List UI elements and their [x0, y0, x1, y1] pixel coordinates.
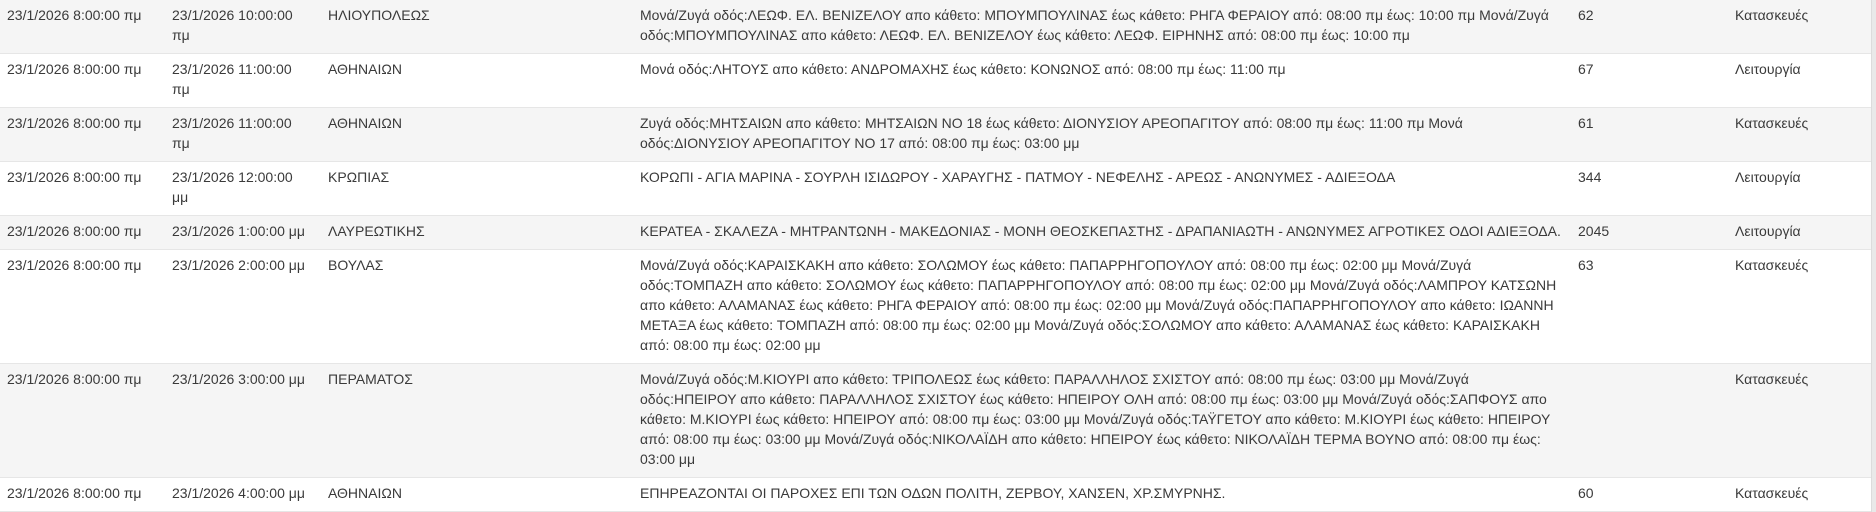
start-time-cell: 23/1/2026 8:00:00 πμ: [0, 478, 164, 512]
description-cell: Μονά/Ζυγά οδός:ΛΕΩΦ. ΕΛ. ΒΕΝΙΖΕΛΟΥ απο κάθετο: ΜΠΟΥΜΠΟΥΛΙΝΑΣ έως κάθετο: ΡΗΓΑ ΦΕΡΑΙΟΥ από: 08:00 πμ έως: 10:00 πμ Μονά/Ζυγά οδός:ΜΠΟΥΜΠΟΥΛΙΝΑΣ απο κάθετο: ΛΕΩΦ. ΕΛ. ΒΕΝΙΖΕΛΟΥ έως κάθετο: ΛΕΩΦ. ΕΙΡΗΝΗΣ από: 08:00 πμ έως: 10:00 πμ: [632, 0, 1570, 54]
table-row[interactable]: [0, 108, 1872, 162]
end-time-cell: 23/1/2026 2:00:00 μμ: [164, 250, 320, 364]
code-cell: [1570, 364, 1727, 478]
start-time-cell: 23/1/2026 8:00:00 πμ: [0, 162, 164, 216]
start-time-cell: 23/1/2026 8:00:00 πμ: [0, 364, 164, 478]
end-time-cell: 23/1/2026 1:00:00 μμ: [164, 216, 320, 250]
area-cell: ΑΘΗΝΑΙΩΝ: [320, 108, 632, 162]
table-row[interactable]: [0, 364, 1872, 478]
description-cell: Ζυγά οδός:ΜΗΤΣΑΙΩΝ απο κάθετο: ΜΗΤΣΑΙΩΝ ΝΟ 18 έως κάθετο: ΔΙΟΝΥΣΙΟΥ ΑΡΕΟΠΑΓΙΤΟΥ από: 08:00 πμ έως: 11:00 πμ Μονά οδός:ΔΙΟΝΥΣΙΟΥ ΑΡΕΟΠΑΓΙΤΟΥ ΝΟ 17 από: 08:00 πμ έως: 03:00 μμ: [632, 108, 1570, 162]
area-cell: ΑΘΗΝΑΙΩΝ: [320, 54, 632, 108]
table-row[interactable]: [0, 478, 1872, 512]
scrollbar-track[interactable]: [1871, 0, 1876, 512]
area-cell: ΠΕΡΑΜΑΤΟΣ: [320, 364, 632, 478]
code-cell: 67: [1570, 54, 1727, 108]
code-cell: 61: [1570, 108, 1727, 162]
code-cell: 63: [1570, 250, 1727, 364]
end-time-cell: 23/1/2026 11:00:00 πμ: [164, 108, 320, 162]
type-cell: Λειτουργία: [1727, 216, 1872, 250]
code-cell: 60: [1570, 478, 1727, 512]
table-row[interactable]: [0, 216, 1872, 250]
description-cell: Μονά/Ζυγά οδός:ΚΑΡΑΙΣΚΑΚΗ απο κάθετο: ΣΟΛΩΜΟΥ έως κάθετο: ΠΑΠΑΡΡΗΓΟΠΟΥΛΟΥ από: 08:00 πμ έως: 02:00 μμ Μονά/Ζυγά οδός:ΤΟΜΠΑΖΗ απο κάθετο: ΣΟΛΩΜΟΥ έως κάθετο: ΠΑΠΑΡΡΗΓΟΠΟΥΛΟΥ από: 08:00 πμ έως: 02:00 μμ Μονά/Ζυγά οδός:ΛΑΜΠΡΟΥ ΚΑΤΣΩΝΗ απο κάθετο: ΑΛΑΜΑΝΑΣ έως κάθετο: ΡΗΓΑ ΦΕΡΑΙΟΥ από: 08:00 πμ έως: 02:00 μμ Μονά/Ζυγά οδός:ΠΑΠΑΡΡΗΓΟΠΟΥΛΟΥ απο κάθετο: ΙΩΑΝΝΗ ΜΕΤΑΞΑ έως κάθετο: ΤΟΜΠΑΖΗ από: 08:00 πμ έως: 02:00 μμ Μονά/Ζυγά οδός:ΣΟΛΩΜΟΥ απο κάθετο: ΑΛΑΜΑΝΑΣ έως κάθετο: ΚΑΡΑΙΣΚΑΚΗ από: 08:00 πμ έως: 02:00 μμ: [632, 250, 1570, 364]
description-cell: ΕΠΗΡΕΑΖΟΝΤΑΙ ΟΙ ΠΑΡΟΧΕΣ ΕΠΙ ΤΩΝ ΟΔΩΝ ΠΟΛΙΤΗ, ΖΕΡΒΟΥ, ΧΑΝΣΕΝ, ΧΡ.ΣΜΥΡΝΗΣ.: [632, 478, 1570, 512]
area-cell: ΛΑΥΡΕΩΤΙΚΗΣ: [320, 216, 632, 250]
end-time-cell: 23/1/2026 3:00:00 μμ: [164, 364, 320, 478]
type-cell: Λειτουργία: [1727, 54, 1872, 108]
code-cell: 62: [1570, 0, 1727, 54]
type-cell: Κατασκευές: [1727, 250, 1872, 364]
start-time-cell: 23/1/2026 8:00:00 πμ: [0, 216, 164, 250]
end-time-cell: 23/1/2026 10:00:00 πμ: [164, 0, 320, 54]
type-cell: Κατασκευές: [1727, 0, 1872, 54]
type-cell: Κατασκευές: [1727, 478, 1872, 512]
table-row[interactable]: [0, 54, 1872, 108]
area-cell: ΑΘΗΝΑΙΩΝ: [320, 478, 632, 512]
start-time-cell: 23/1/2026 8:00:00 πμ: [0, 54, 164, 108]
area-cell: ΗΛΙΟΥΠΟΛΕΩΣ: [320, 0, 632, 54]
type-cell: Κατασκευές: [1727, 108, 1872, 162]
code-cell: 344: [1570, 162, 1727, 216]
end-time-cell: 23/1/2026 12:00:00 μμ: [164, 162, 320, 216]
description-cell: ΚΕΡΑΤΕΑ - ΣΚΑΛΕΖΑ - ΜΗΤΡΑΝΤΩΝΗ - ΜΑΚΕΔΟΝΙΑΣ - ΜΟΝΗ ΘΕΟΣΚΕΠΑΣΤΗΣ - ΔΡΑΠΑΝΙΑΩΤΗ - ΑΝΩΝΥΜΕΣ ΑΓΡΟΤΙΚΕΣ ΟΔΟΙ ΑΔΙΕΞΟΔΑ.: [632, 216, 1570, 250]
area-cell: ΚΡΩΠΙΑΣ: [320, 162, 632, 216]
table-row[interactable]: [0, 0, 1872, 54]
description-cell: ΚΟΡΩΠΙ - ΑΓΙΑ ΜΑΡΙΝΑ - ΣΟΥΡΛΗ ΙΣΙΔΩΡΟΥ - ΧΑΡΑΥΓΗΣ - ΠΑΤΜΟΥ - ΝΕΦΕΛΗΣ - ΑΡΕΩΣ - ΑΝΩΝΥΜΕΣ - ΑΔΙΕΞΟΔΑ: [632, 162, 1570, 216]
table-row[interactable]: [0, 162, 1872, 216]
start-time-cell: 23/1/2026 8:00:00 πμ: [0, 108, 164, 162]
table-row[interactable]: [0, 250, 1872, 364]
code-cell: 2045: [1570, 216, 1727, 250]
description-cell: Μονά οδός:ΛΗΤΟΥΣ απο κάθετο: ΑΝΔΡΟΜΑΧΗΣ έως κάθετο: ΚΟΝΩΝΟΣ από: 08:00 πμ έως: 11:00 πμ: [632, 54, 1570, 108]
type-cell: Κατασκευές: [1727, 364, 1872, 478]
description-cell: Μονά/Ζυγά οδός:Μ.ΚΙΟΥΡΙ απο κάθετο: ΤΡΙΠΟΛΕΩΣ έως κάθετο: ΠΑΡΑΛΛΗΛΟΣ ΣΧΙΣΤΟΥ από: 08:00 πμ έως: 03:00 μμ Μονά/Ζυγά οδός:ΗΠΕΙΡΟΥ απο κάθετο: ΠΑΡΑΛΛΗΛΟΣ ΣΧΙΣΤΟΥ έως κάθετο: ΗΠΕΙΡΟΥ ΟΛΗ από: 08:00 πμ έως: 03:00 μμ Μονά/Ζυγά οδός:ΣΑΠΦΟΥΣ απο κάθετο: Μ.ΚΙΟΥΡΙ έως κάθετο: ΗΠΕΙΡΟΥ από: 08:00 πμ έως: 03:00 μμ Μονά/Ζυγά οδός:ΤΑΫΓΕΤΟΥ απο κάθετο: Μ.ΚΙΟΥΡΙ έως κάθετο: ΗΠΕΙΡΟΥ από: 08:00 πμ έως: 03:00 μμ Μονά/Ζυγά οδός:ΝΙΚΟΛΑΪΔΗ απο κάθετο: ΗΠΕΙΡΟΥ έως κάθετο: ΝΙΚΟΛΑΪΔΗ ΤΕΡΜΑ ΒΟΥΝΟ από: 08:00 πμ έως: 03:00 μμ: [632, 364, 1570, 478]
area-cell: ΒΟΥΛΑΣ: [320, 250, 632, 364]
end-time-cell: 23/1/2026 11:00:00 πμ: [164, 54, 320, 108]
end-time-cell: 23/1/2026 4:00:00 μμ: [164, 478, 320, 512]
type-cell: Λειτουργία: [1727, 162, 1872, 216]
start-time-cell: 23/1/2026 8:00:00 πμ: [0, 250, 164, 364]
start-time-cell: 23/1/2026 8:00:00 πμ: [0, 0, 164, 54]
